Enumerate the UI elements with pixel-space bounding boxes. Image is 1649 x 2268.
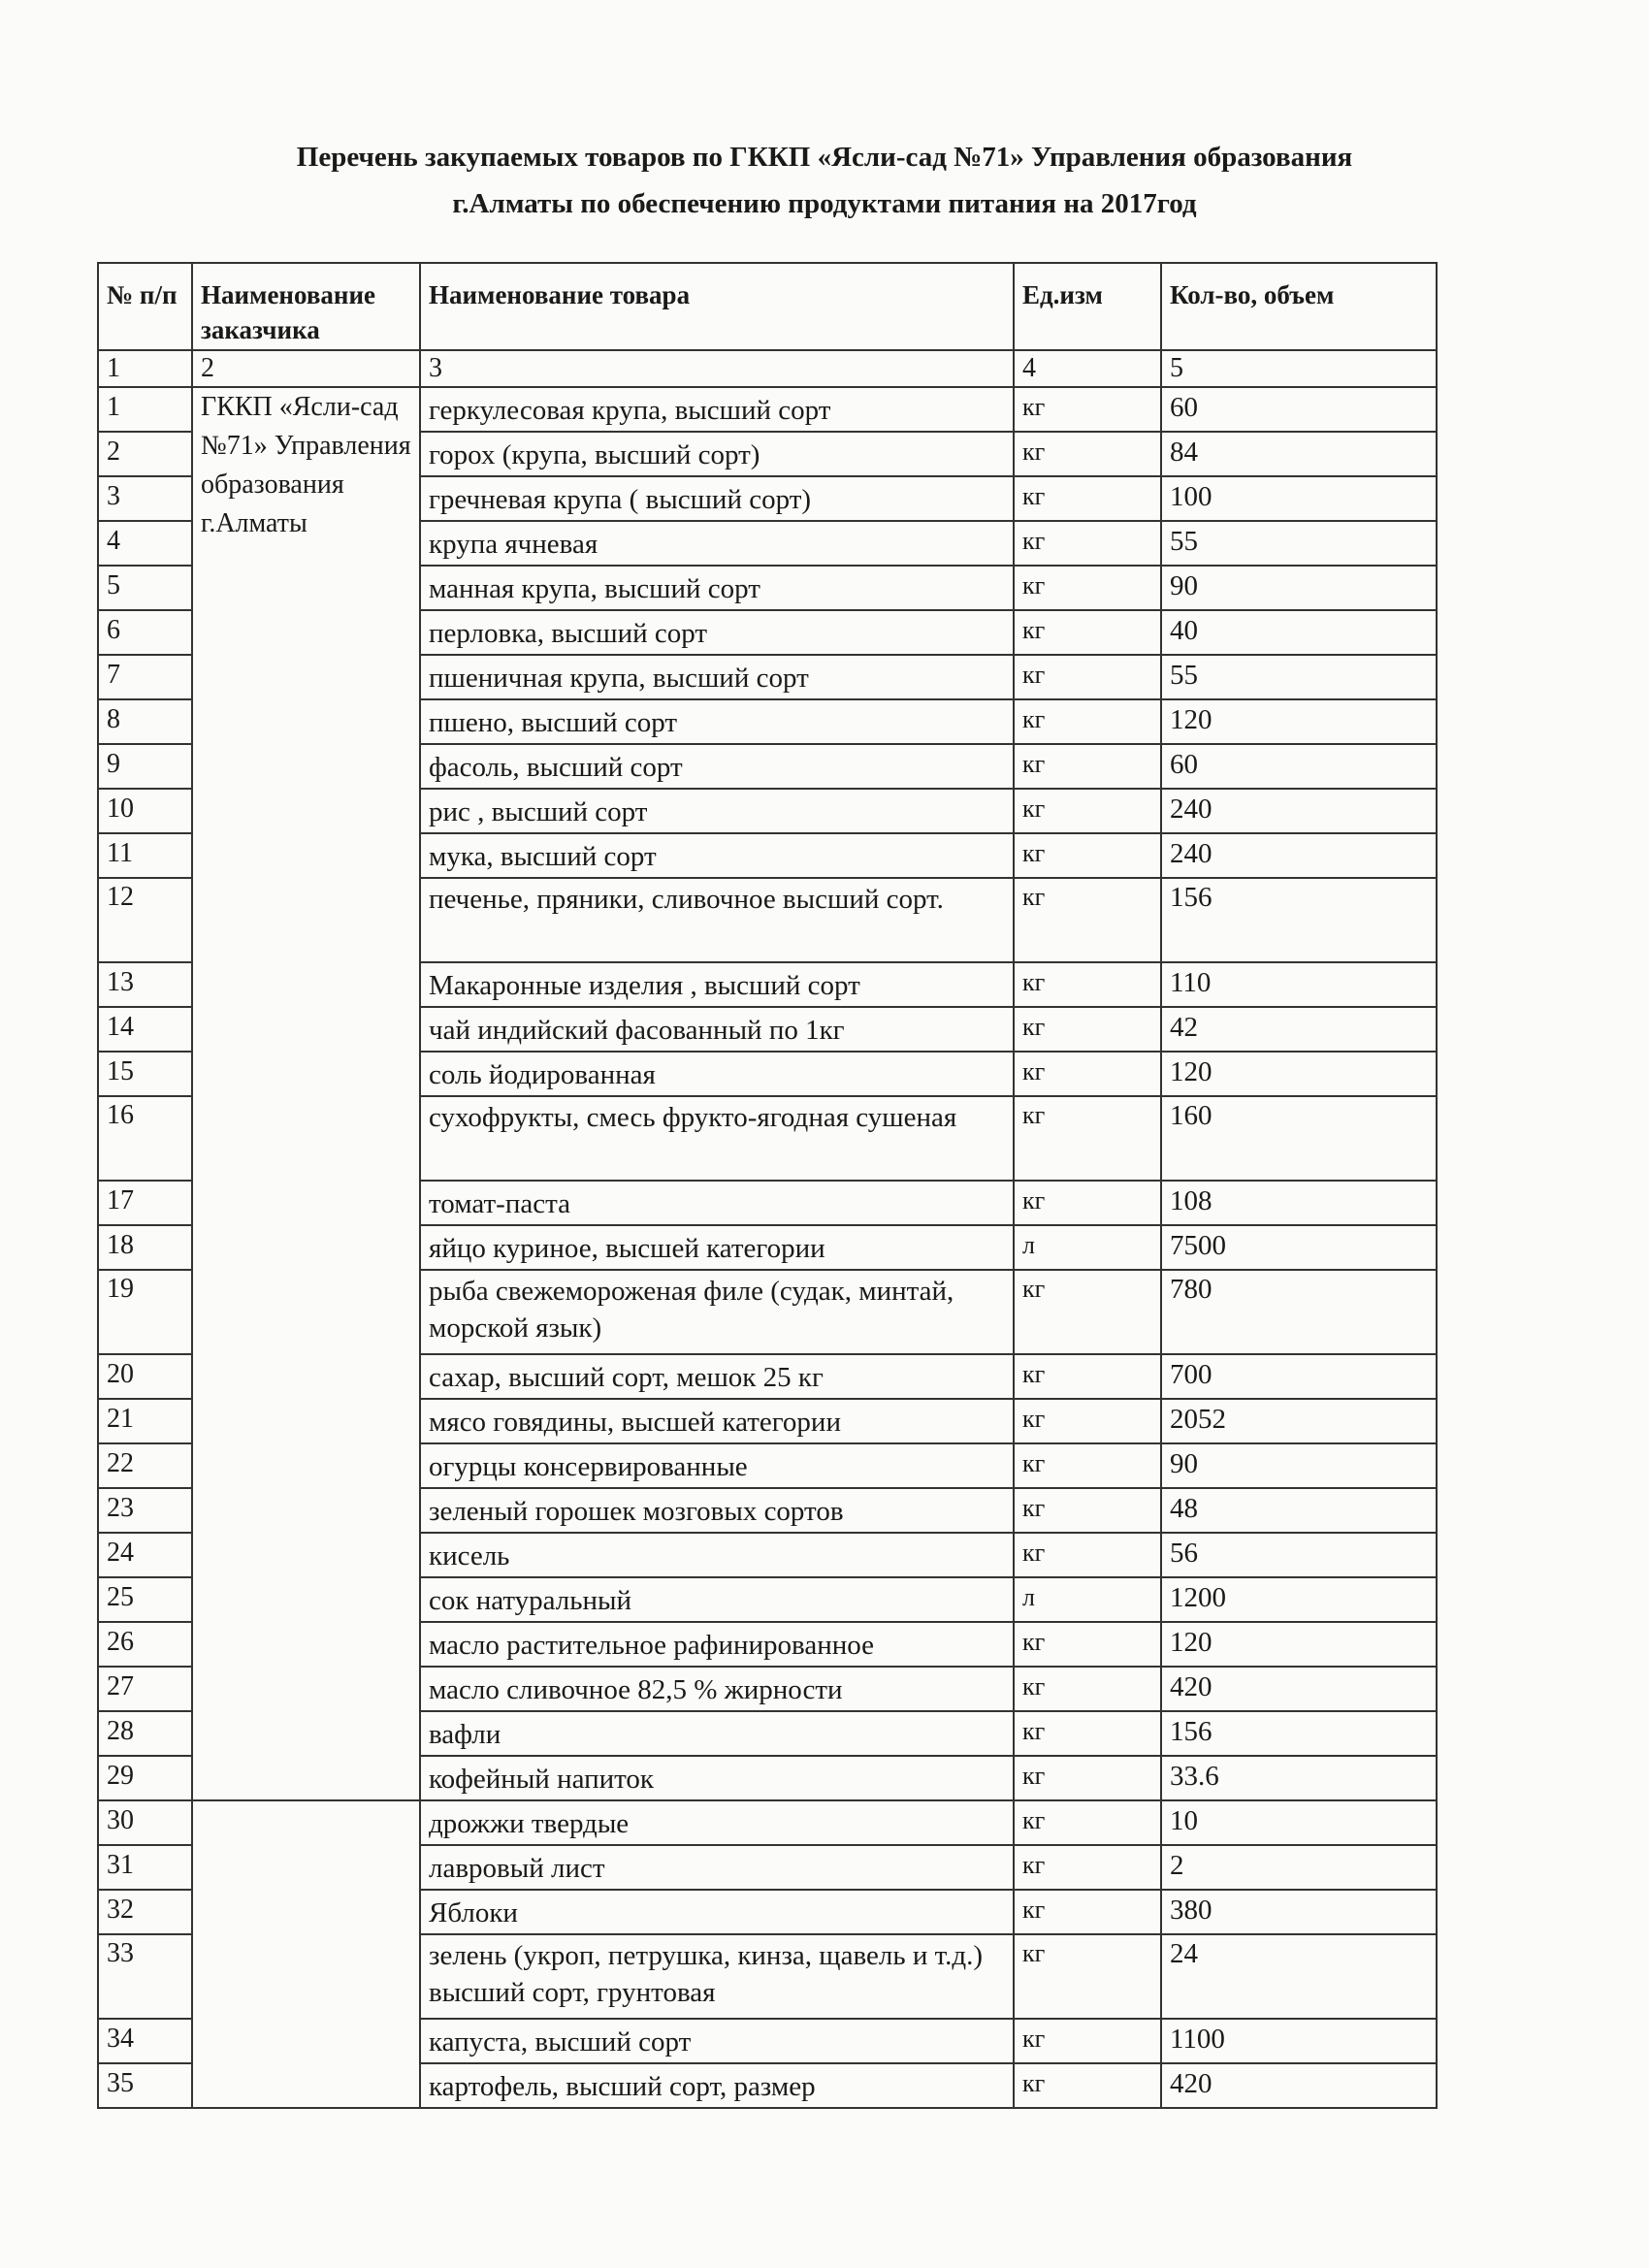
quantity-cell: 156 bbox=[1161, 1711, 1437, 1756]
product-name: крупа ячневая bbox=[420, 521, 1014, 566]
row-number: 21 bbox=[98, 1399, 192, 1443]
row-number: 31 bbox=[98, 1845, 192, 1890]
product-name: гречневая крупа ( высший сорт) bbox=[420, 476, 1014, 521]
row-number: 26 bbox=[98, 1622, 192, 1667]
unit-cell: кг bbox=[1014, 962, 1161, 1007]
quantity-cell: 108 bbox=[1161, 1181, 1437, 1225]
quantity-cell: 42 bbox=[1161, 1007, 1437, 1052]
product-name: манная крупа, высший сорт bbox=[420, 566, 1014, 610]
quantity-cell: 90 bbox=[1161, 1443, 1437, 1488]
quantity-cell: 2 bbox=[1161, 1845, 1437, 1890]
quantity-cell: 380 bbox=[1161, 1890, 1437, 1934]
quantity-cell: 2052 bbox=[1161, 1399, 1437, 1443]
row-number: 17 bbox=[98, 1181, 192, 1225]
product-name: сухофрукты, смесь фрукто-ягодная сушеная bbox=[420, 1096, 1014, 1181]
quantity-cell: 120 bbox=[1161, 1052, 1437, 1096]
unit-cell: кг bbox=[1014, 878, 1161, 962]
quantity-cell: 156 bbox=[1161, 878, 1437, 962]
quantity-cell: 240 bbox=[1161, 833, 1437, 878]
quantity-cell: 420 bbox=[1161, 1667, 1437, 1711]
page-title bbox=[146, 134, 1504, 227]
row-number: 25 bbox=[98, 1577, 192, 1622]
row-number: 27 bbox=[98, 1667, 192, 1711]
unit-cell: л bbox=[1014, 1225, 1161, 1270]
quantity-cell: 55 bbox=[1161, 521, 1437, 566]
row-number: 13 bbox=[98, 962, 192, 1007]
product-name: рыба свежемороженая филе (судак, минтай, морской язык) bbox=[420, 1270, 1014, 1354]
product-name: Макаронные изделия , высший сорт bbox=[420, 962, 1014, 1007]
quantity-cell: 33.6 bbox=[1161, 1756, 1437, 1800]
unit-cell: кг bbox=[1014, 432, 1161, 476]
unit-cell: кг bbox=[1014, 833, 1161, 878]
quantity-cell: 1100 bbox=[1161, 2019, 1437, 2063]
unit-cell: кг bbox=[1014, 699, 1161, 744]
table-header-row bbox=[98, 263, 1437, 350]
row-number: 20 bbox=[98, 1354, 192, 1399]
unit-cell: кг bbox=[1014, 1667, 1161, 1711]
unit-cell: кг bbox=[1014, 476, 1161, 521]
product-name: фасоль, высший сорт bbox=[420, 744, 1014, 789]
row-number: 24 bbox=[98, 1533, 192, 1577]
quantity-cell: 60 bbox=[1161, 387, 1437, 432]
unit-cell: кг bbox=[1014, 1934, 1161, 2019]
unit-cell: кг bbox=[1014, 610, 1161, 655]
unit-cell: кг bbox=[1014, 1443, 1161, 1488]
row-number: 32 bbox=[98, 1890, 192, 1934]
table-row bbox=[98, 1800, 1437, 1845]
product-name: зелень (укроп, петрушка, кинза, щавель и т.д.) высший сорт, грунтовая bbox=[420, 1934, 1014, 2019]
header-product: Наименование товара bbox=[420, 263, 1014, 350]
product-name: кофейный напиток bbox=[420, 1756, 1014, 1800]
unit-cell: кг bbox=[1014, 1270, 1161, 1354]
quantity-cell: 55 bbox=[1161, 655, 1437, 699]
quantity-cell: 700 bbox=[1161, 1354, 1437, 1399]
column-number: 5 bbox=[1161, 350, 1437, 387]
unit-cell: кг bbox=[1014, 1845, 1161, 1890]
product-name: сахар, высший сорт, мешок 25 кг bbox=[420, 1354, 1014, 1399]
unit-cell: кг bbox=[1014, 1399, 1161, 1443]
unit-cell: кг bbox=[1014, 2063, 1161, 2108]
row-number: 10 bbox=[98, 789, 192, 833]
row-number: 19 bbox=[98, 1270, 192, 1354]
header-no: № п/п bbox=[98, 263, 192, 350]
quantity-cell: 120 bbox=[1161, 1622, 1437, 1667]
unit-cell: кг bbox=[1014, 1096, 1161, 1181]
title-line-2: г.Алматы по обеспечению продуктами питания на 2017год bbox=[452, 188, 1197, 219]
row-number: 4 bbox=[98, 521, 192, 566]
unit-cell: кг bbox=[1014, 1007, 1161, 1052]
unit-cell: кг bbox=[1014, 789, 1161, 833]
unit-cell: кг bbox=[1014, 1488, 1161, 1533]
product-name: геркулесовая крупа, высший сорт bbox=[420, 387, 1014, 432]
unit-cell: кг bbox=[1014, 566, 1161, 610]
row-number: 18 bbox=[98, 1225, 192, 1270]
row-number: 1 bbox=[98, 387, 192, 432]
quantity-cell: 40 bbox=[1161, 610, 1437, 655]
quantity-cell: 1200 bbox=[1161, 1577, 1437, 1622]
unit-cell: л bbox=[1014, 1577, 1161, 1622]
product-name: горох (крупа, высший сорт) bbox=[420, 432, 1014, 476]
row-number: 34 bbox=[98, 2019, 192, 2063]
product-name: перловка, высший сорт bbox=[420, 610, 1014, 655]
quantity-cell: 10 bbox=[1161, 1800, 1437, 1845]
column-number: 1 bbox=[98, 350, 192, 387]
row-number: 23 bbox=[98, 1488, 192, 1533]
product-name: пшеничная крупа, высший сорт bbox=[420, 655, 1014, 699]
product-name: капуста, высший сорт bbox=[420, 2019, 1014, 2063]
unit-cell: кг bbox=[1014, 1052, 1161, 1096]
column-number: 3 bbox=[420, 350, 1014, 387]
row-number: 35 bbox=[98, 2063, 192, 2108]
row-number: 12 bbox=[98, 878, 192, 962]
product-name: пшено, высший сорт bbox=[420, 699, 1014, 744]
column-number-row bbox=[98, 350, 1437, 387]
product-name: рис , высший сорт bbox=[420, 789, 1014, 833]
title-line-1: Перечень закупаемых товаров по ГККП «Ясли-сад №71» Управления образования bbox=[296, 142, 1353, 173]
product-name: соль йодированная bbox=[420, 1052, 1014, 1096]
products-table bbox=[97, 262, 1438, 2109]
quantity-cell: 48 bbox=[1161, 1488, 1437, 1533]
product-name: зеленый горошек мозговых сортов bbox=[420, 1488, 1014, 1533]
table-row bbox=[98, 387, 1437, 432]
row-number: 11 bbox=[98, 833, 192, 878]
row-number: 2 bbox=[98, 432, 192, 476]
row-number: 14 bbox=[98, 1007, 192, 1052]
unit-cell: кг bbox=[1014, 1756, 1161, 1800]
row-number: 29 bbox=[98, 1756, 192, 1800]
product-name: кисель bbox=[420, 1533, 1014, 1577]
row-number: 5 bbox=[98, 566, 192, 610]
product-name: сок натуральный bbox=[420, 1577, 1014, 1622]
header-unit: Ед.изм bbox=[1014, 263, 1161, 350]
product-name: огурцы консервированные bbox=[420, 1443, 1014, 1488]
unit-cell: кг bbox=[1014, 1181, 1161, 1225]
row-number: 3 bbox=[98, 476, 192, 521]
unit-cell: кг bbox=[1014, 2019, 1161, 2063]
unit-cell: кг bbox=[1014, 1800, 1161, 1845]
unit-cell: кг bbox=[1014, 1622, 1161, 1667]
quantity-cell: 84 bbox=[1161, 432, 1437, 476]
unit-cell: кг bbox=[1014, 1890, 1161, 1934]
product-name: мясо говядины, высшей категории bbox=[420, 1399, 1014, 1443]
row-number: 7 bbox=[98, 655, 192, 699]
column-number: 4 bbox=[1014, 350, 1161, 387]
product-name: дрожжи твердые bbox=[420, 1800, 1014, 1845]
row-number: 8 bbox=[98, 699, 192, 744]
unit-cell: кг bbox=[1014, 744, 1161, 789]
unit-cell: кг bbox=[1014, 1533, 1161, 1577]
customer-cell bbox=[192, 1800, 420, 2108]
row-number: 16 bbox=[98, 1096, 192, 1181]
product-name: масло сливочное 82,5 % жирности bbox=[420, 1667, 1014, 1711]
quantity-cell: 110 bbox=[1161, 962, 1437, 1007]
unit-cell: кг bbox=[1014, 1354, 1161, 1399]
quantity-cell: 420 bbox=[1161, 2063, 1437, 2108]
product-name: чай индийский фасованный по 1кг bbox=[420, 1007, 1014, 1052]
product-name: вафли bbox=[420, 1711, 1014, 1756]
product-name: лавровый лист bbox=[420, 1845, 1014, 1890]
quantity-cell: 24 bbox=[1161, 1934, 1437, 2019]
quantity-cell: 7500 bbox=[1161, 1225, 1437, 1270]
table-body bbox=[98, 387, 1437, 2108]
quantity-cell: 120 bbox=[1161, 699, 1437, 744]
quantity-cell: 56 bbox=[1161, 1533, 1437, 1577]
row-number: 6 bbox=[98, 610, 192, 655]
product-name: мука, высший сорт bbox=[420, 833, 1014, 878]
product-name: томат-паста bbox=[420, 1181, 1014, 1225]
unit-cell: кг bbox=[1014, 1711, 1161, 1756]
row-number: 15 bbox=[98, 1052, 192, 1096]
unit-cell: кг bbox=[1014, 655, 1161, 699]
row-number: 28 bbox=[98, 1711, 192, 1756]
customer-cell: ГККП «Ясли-сад №71» Управления образования г.Алматы bbox=[192, 387, 420, 1800]
product-name: Яблоки bbox=[420, 1890, 1014, 1934]
row-number: 9 bbox=[98, 744, 192, 789]
header-qty: Кол-во, объем bbox=[1161, 263, 1437, 350]
row-number: 33 bbox=[98, 1934, 192, 2019]
quantity-cell: 100 bbox=[1161, 476, 1437, 521]
quantity-cell: 60 bbox=[1161, 744, 1437, 789]
quantity-cell: 240 bbox=[1161, 789, 1437, 833]
quantity-cell: 780 bbox=[1161, 1270, 1437, 1354]
product-name: картофель, высший сорт, размер bbox=[420, 2063, 1014, 2108]
product-name: яйцо куриное, высшей категории bbox=[420, 1225, 1014, 1270]
row-number: 30 bbox=[98, 1800, 192, 1845]
quantity-cell: 160 bbox=[1161, 1096, 1437, 1181]
column-number: 2 bbox=[192, 350, 420, 387]
product-name: печенье, пряники, сливочное высший сорт. bbox=[420, 878, 1014, 962]
header-customer: Наименование заказчика bbox=[192, 263, 420, 350]
quantity-cell: 90 bbox=[1161, 566, 1437, 610]
product-name: масло растительное рафинированное bbox=[420, 1622, 1014, 1667]
unit-cell: кг bbox=[1014, 387, 1161, 432]
row-number: 22 bbox=[98, 1443, 192, 1488]
unit-cell: кг bbox=[1014, 521, 1161, 566]
